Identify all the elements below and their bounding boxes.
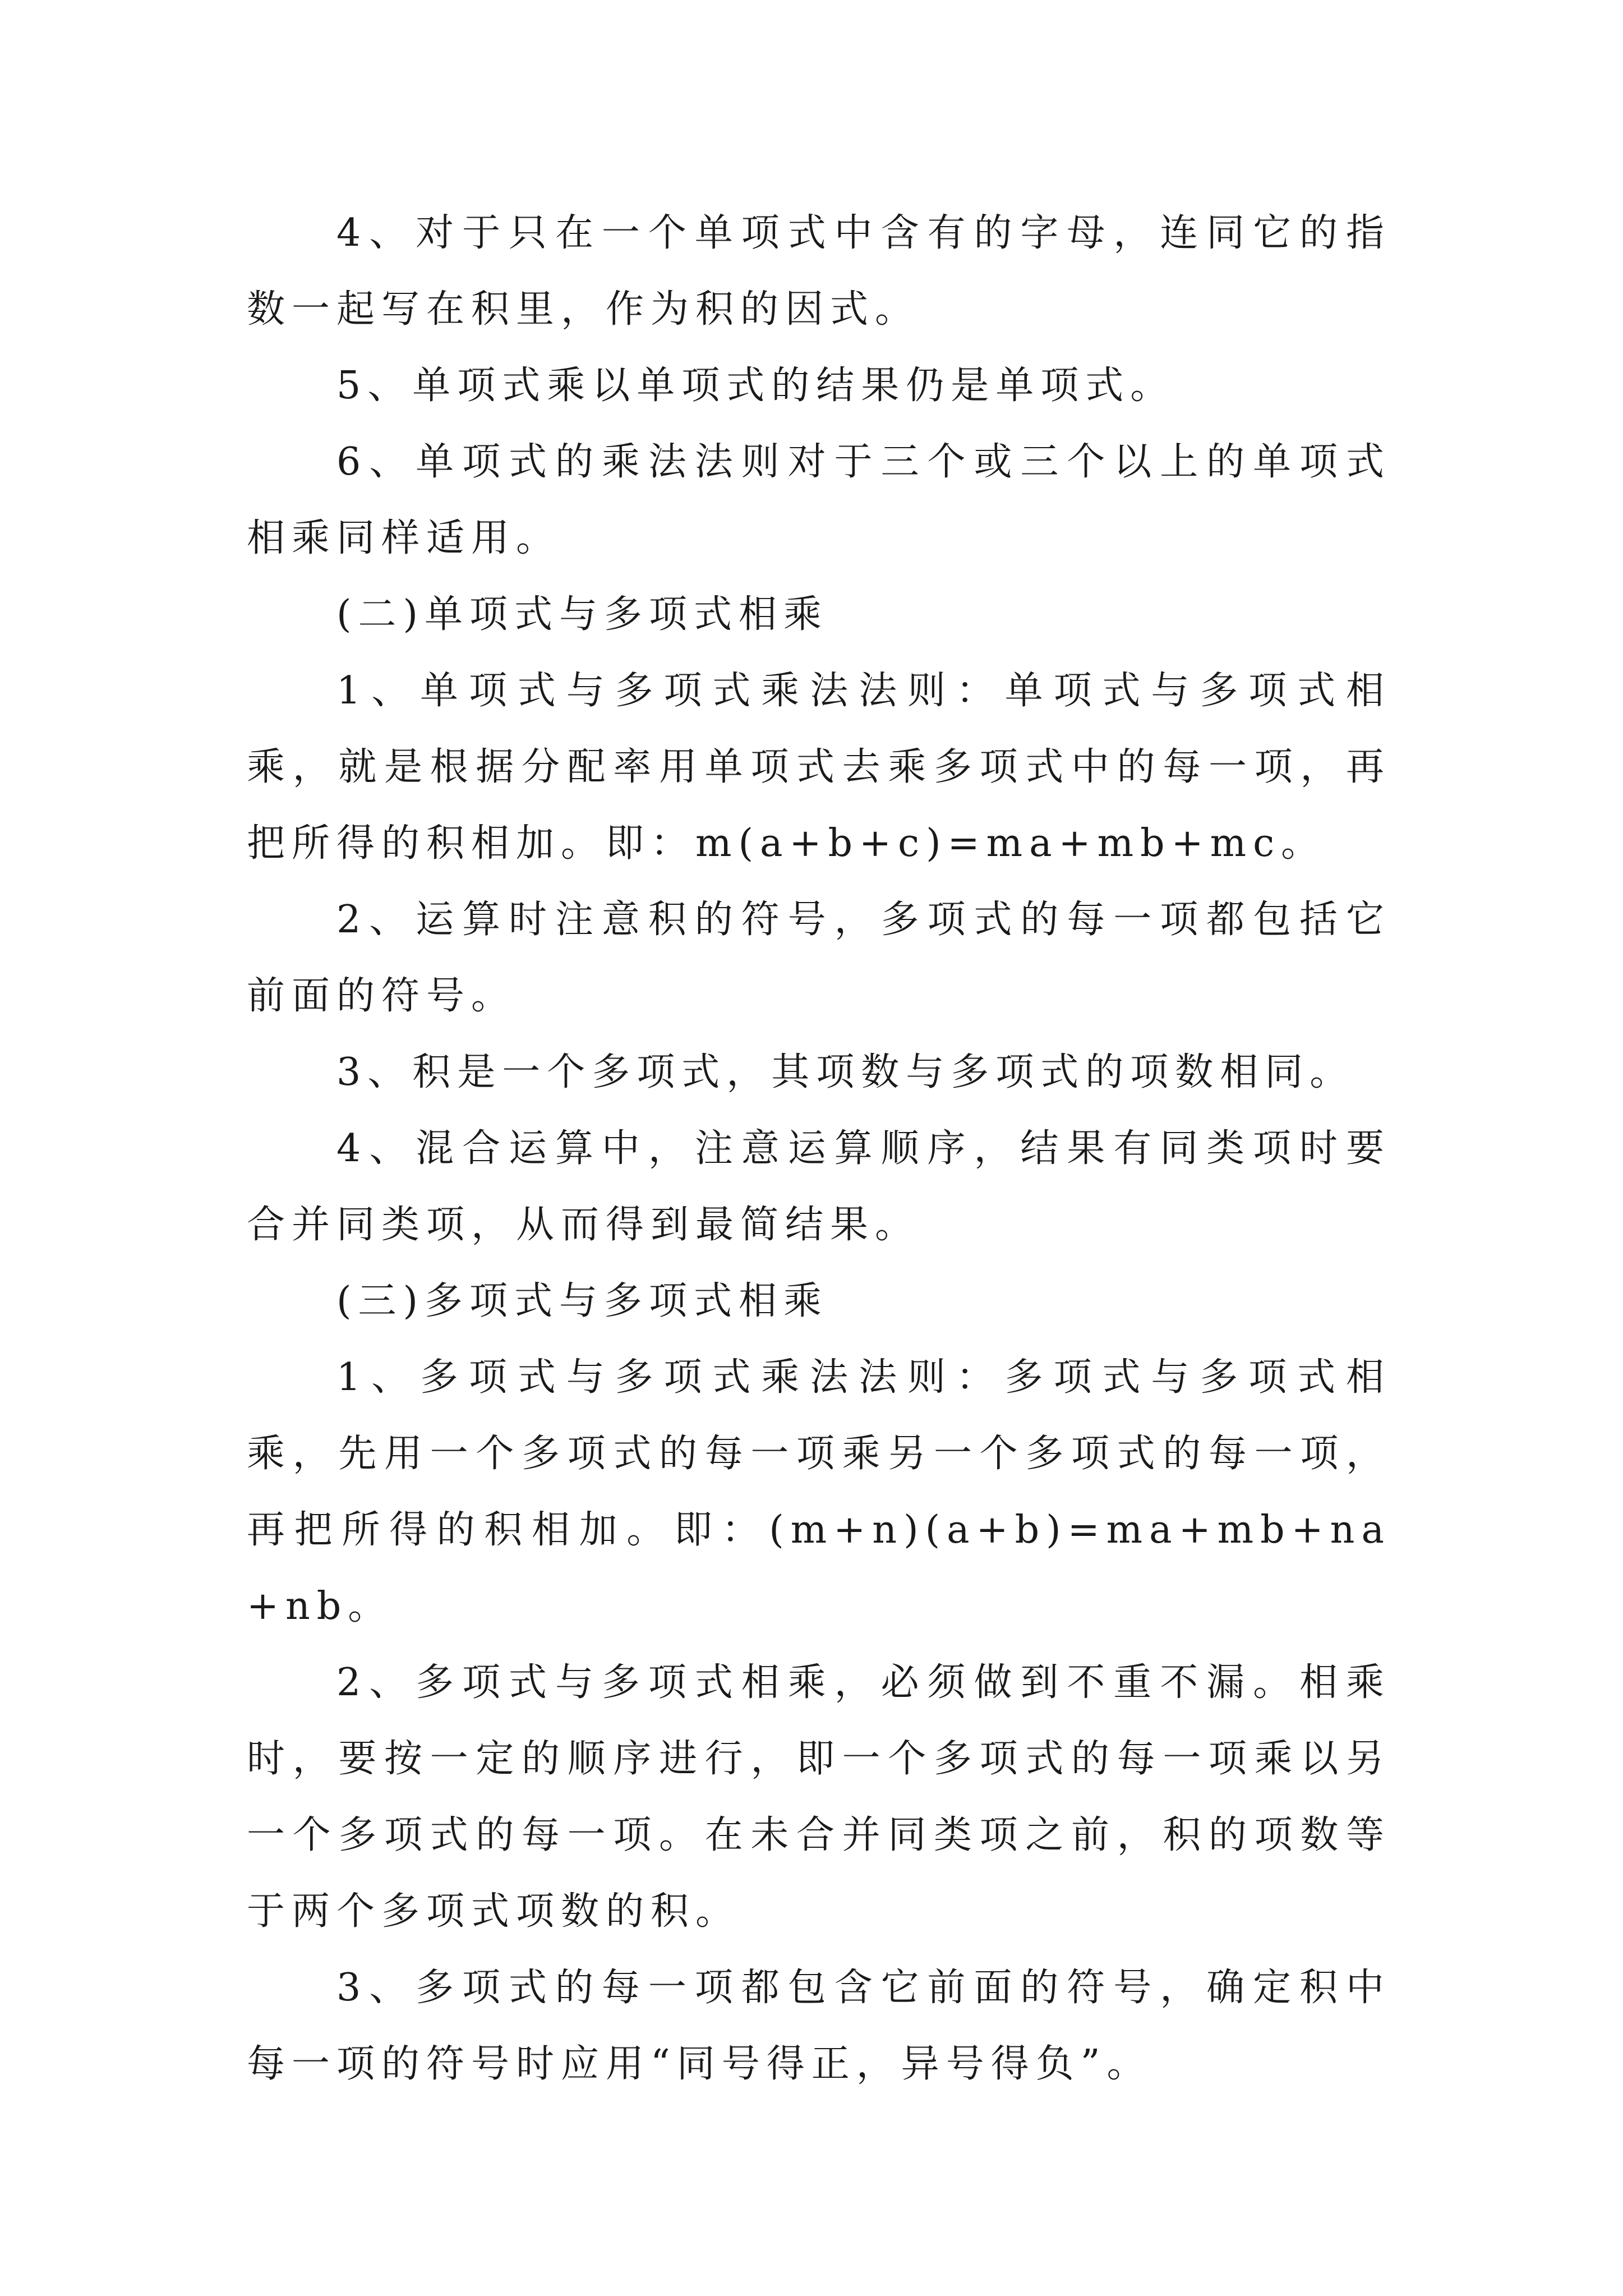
- paragraph-polynomial-polynomial-rule-1: 1、多项式与多项式乘法法则：多项式与多项式相乘，先用一个多项式的每一项乘另一个多项式的每一项，再把所得的积相加。即：(m+n)(a+b)=ma+mb+na+nb。: [247, 1355, 1391, 1628]
- paragraph-monomial-polynomial-rule-4: 4、混合运算中，注意运算顺序，结果有同类项时要合并同类项，从而得到最简结果。: [247, 1126, 1391, 1247]
- paragraph-monomial-polynomial-rule-2: 2、运算时注意积的符号，多项式的每一项都包括它前面的符号。: [247, 898, 1391, 1018]
- paragraph-monomial-rule-5: 5、单项式乘以单项式的结果仍是单项式。: [336, 364, 1175, 408]
- paragraph-monomial-polynomial-rule-3: 3、积是一个多项式，其项数与多项式的项数相同。: [336, 1050, 1355, 1094]
- section-heading-polynomial-polynomial: (三)多项式与多项式相乘: [336, 1279, 829, 1323]
- paragraph-polynomial-polynomial-rule-2: 2、多项式与多项式相乘，必须做到不重不漏。相乘时，要按一定的顺序进行，即一个多项式的每一项乘以另一个多项式的每一项。在未合并同类项之前，积的项数等于两个多项式项数的积。: [247, 1660, 1391, 1934]
- document-body: [247, 195, 1391, 2102]
- paragraph-polynomial-polynomial-rule-3: 3、多项式的每一项都包含它前面的符号，确定积中每一项的符号时应用“同号得正，异号得负”。: [247, 1966, 1391, 2086]
- paragraph-monomial-polynomial-rule-1: 1、单项式与多项式乘法法则：单项式与多项式相乘，就是根据分配率用单项式去乘多项式中的每一项，再把所得的积相加。即：m(a+b+c)=ma+mb+mc。: [247, 669, 1391, 866]
- paragraph-monomial-rule-6: 6、单项式的乘法法则对于三个或三个以上的单项式相乘同样适用。: [247, 440, 1391, 560]
- paragraph-monomial-rule-4: 4、对于只在一个单项式中含有的字母，连同它的指数一起写在积里，作为积的因式。: [247, 211, 1391, 332]
- section-heading-monomial-polynomial: (二)单项式与多项式相乘: [336, 592, 829, 637]
